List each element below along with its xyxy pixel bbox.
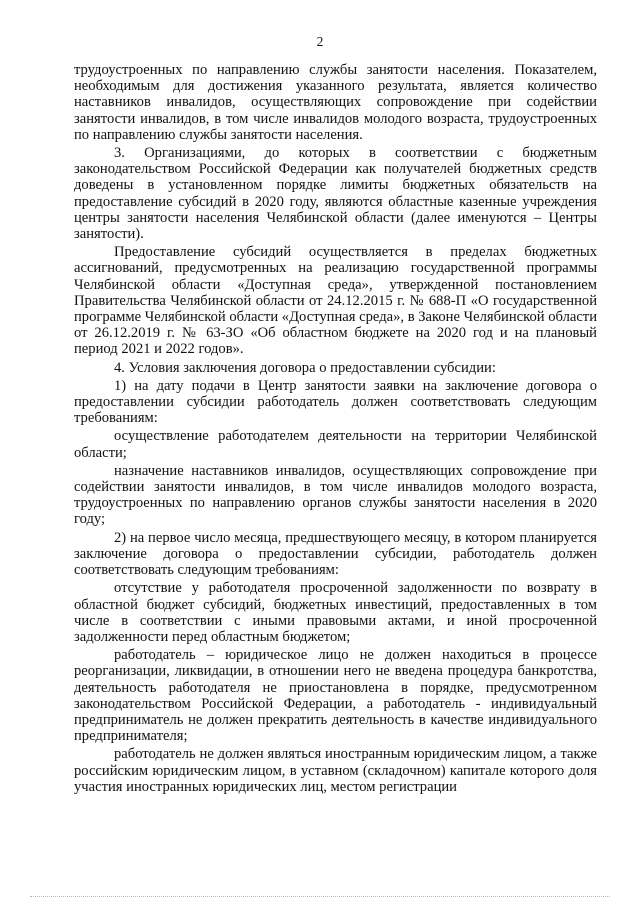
bottom-scan-rule (30, 896, 610, 898)
paragraph: трудоустроенных по направлению службы занятости населения. Показателем, необходимым для достижения указанного результата, является количество наставников инвалидов, осуществляющих сопровождение при содействии занятости инвалидов, в том числе инвалидов молодого возраста, трудоустроенных по направлению службы занятости населения. (74, 62, 597, 143)
document-body (74, 62, 597, 797)
paragraph: отсутствие у работодателя просроченной задолженности по возврату в областной бюджет субсидий, бюджетных инвестиций, предоставленных в том числе в соответствии с иными правовыми актами, и иной просроченной задолженности перед областным бюджетом; (74, 580, 597, 645)
paragraph: назначение наставников инвалидов, осуществляющих сопровождение при содействии занятости инвалидов, в том числе инвалидов молодого возраста, трудоустроенных по направлению органов службы занятости населения в 2020 году; (74, 462, 597, 528)
paragraph: Предоставление субсидий осуществляется в пределах бюджетных ассигнований, предусмотренных на реализацию государственной программы Челябинской области «Доступная среда», утвержденной постановлением Правительства Челябинской области от 24.12.2015 г. № 688-П «О государственной программе Челябинской области «Доступная среда», в Законе Челябинской области от 26.12.2019 г. № 63-ЗО «Об областном бюджете на 2020 год и на плановый период 2021 и 2022 годов». (74, 244, 597, 358)
paragraph: осуществление работодателем деятельности на территории Челябинской области; (74, 428, 597, 461)
page-number: 2 (316, 34, 324, 49)
paragraph: 3. Организациями, до которых в соответствии с бюджетным законодательством Российской Федерации как получателей бюджетных средств доведены в установленном порядке лимиты бюджетных обязательств на предоставление субсидий в 2020 году, являются областные казенные учреждения центры занятости населения Челябинской области (далее именуются – Центры занятости). (74, 145, 597, 243)
paragraph: 4. Условия заключения договора о предоставлении субсидии: (114, 359, 496, 376)
paragraph: 1) на дату подачи в Центр занятости заявки на заключение договора о предоставлении субсидии работодатель должен соответствовать следующим требованиям: (74, 377, 597, 427)
paragraph: 2) на первое число месяца, предшествующего месяцу, в котором планируется заключение договора о предоставлении субсидии, работодатель должен соответствовать следующим требованиям: (74, 529, 597, 579)
paragraph: работодатель – юридическое лицо не должен находиться в процессе реорганизации, ликвидации, в отношении него не введена процедура банкротства, деятельность работодателя не приостановлена в порядке, предусмотренном законодательством Российской Федерации, а работодатель - индивидуальный предприниматель не должен прекратить деятельность в качестве индивидуального предпринимателя; (74, 647, 597, 745)
paragraph: работодатель не должен являться иностранным юридическим лицом, а также российским юридическим лицом, в уставном (складочном) капитале которого доля участия иностранных юридических лиц, местом регистрации (74, 746, 597, 795)
